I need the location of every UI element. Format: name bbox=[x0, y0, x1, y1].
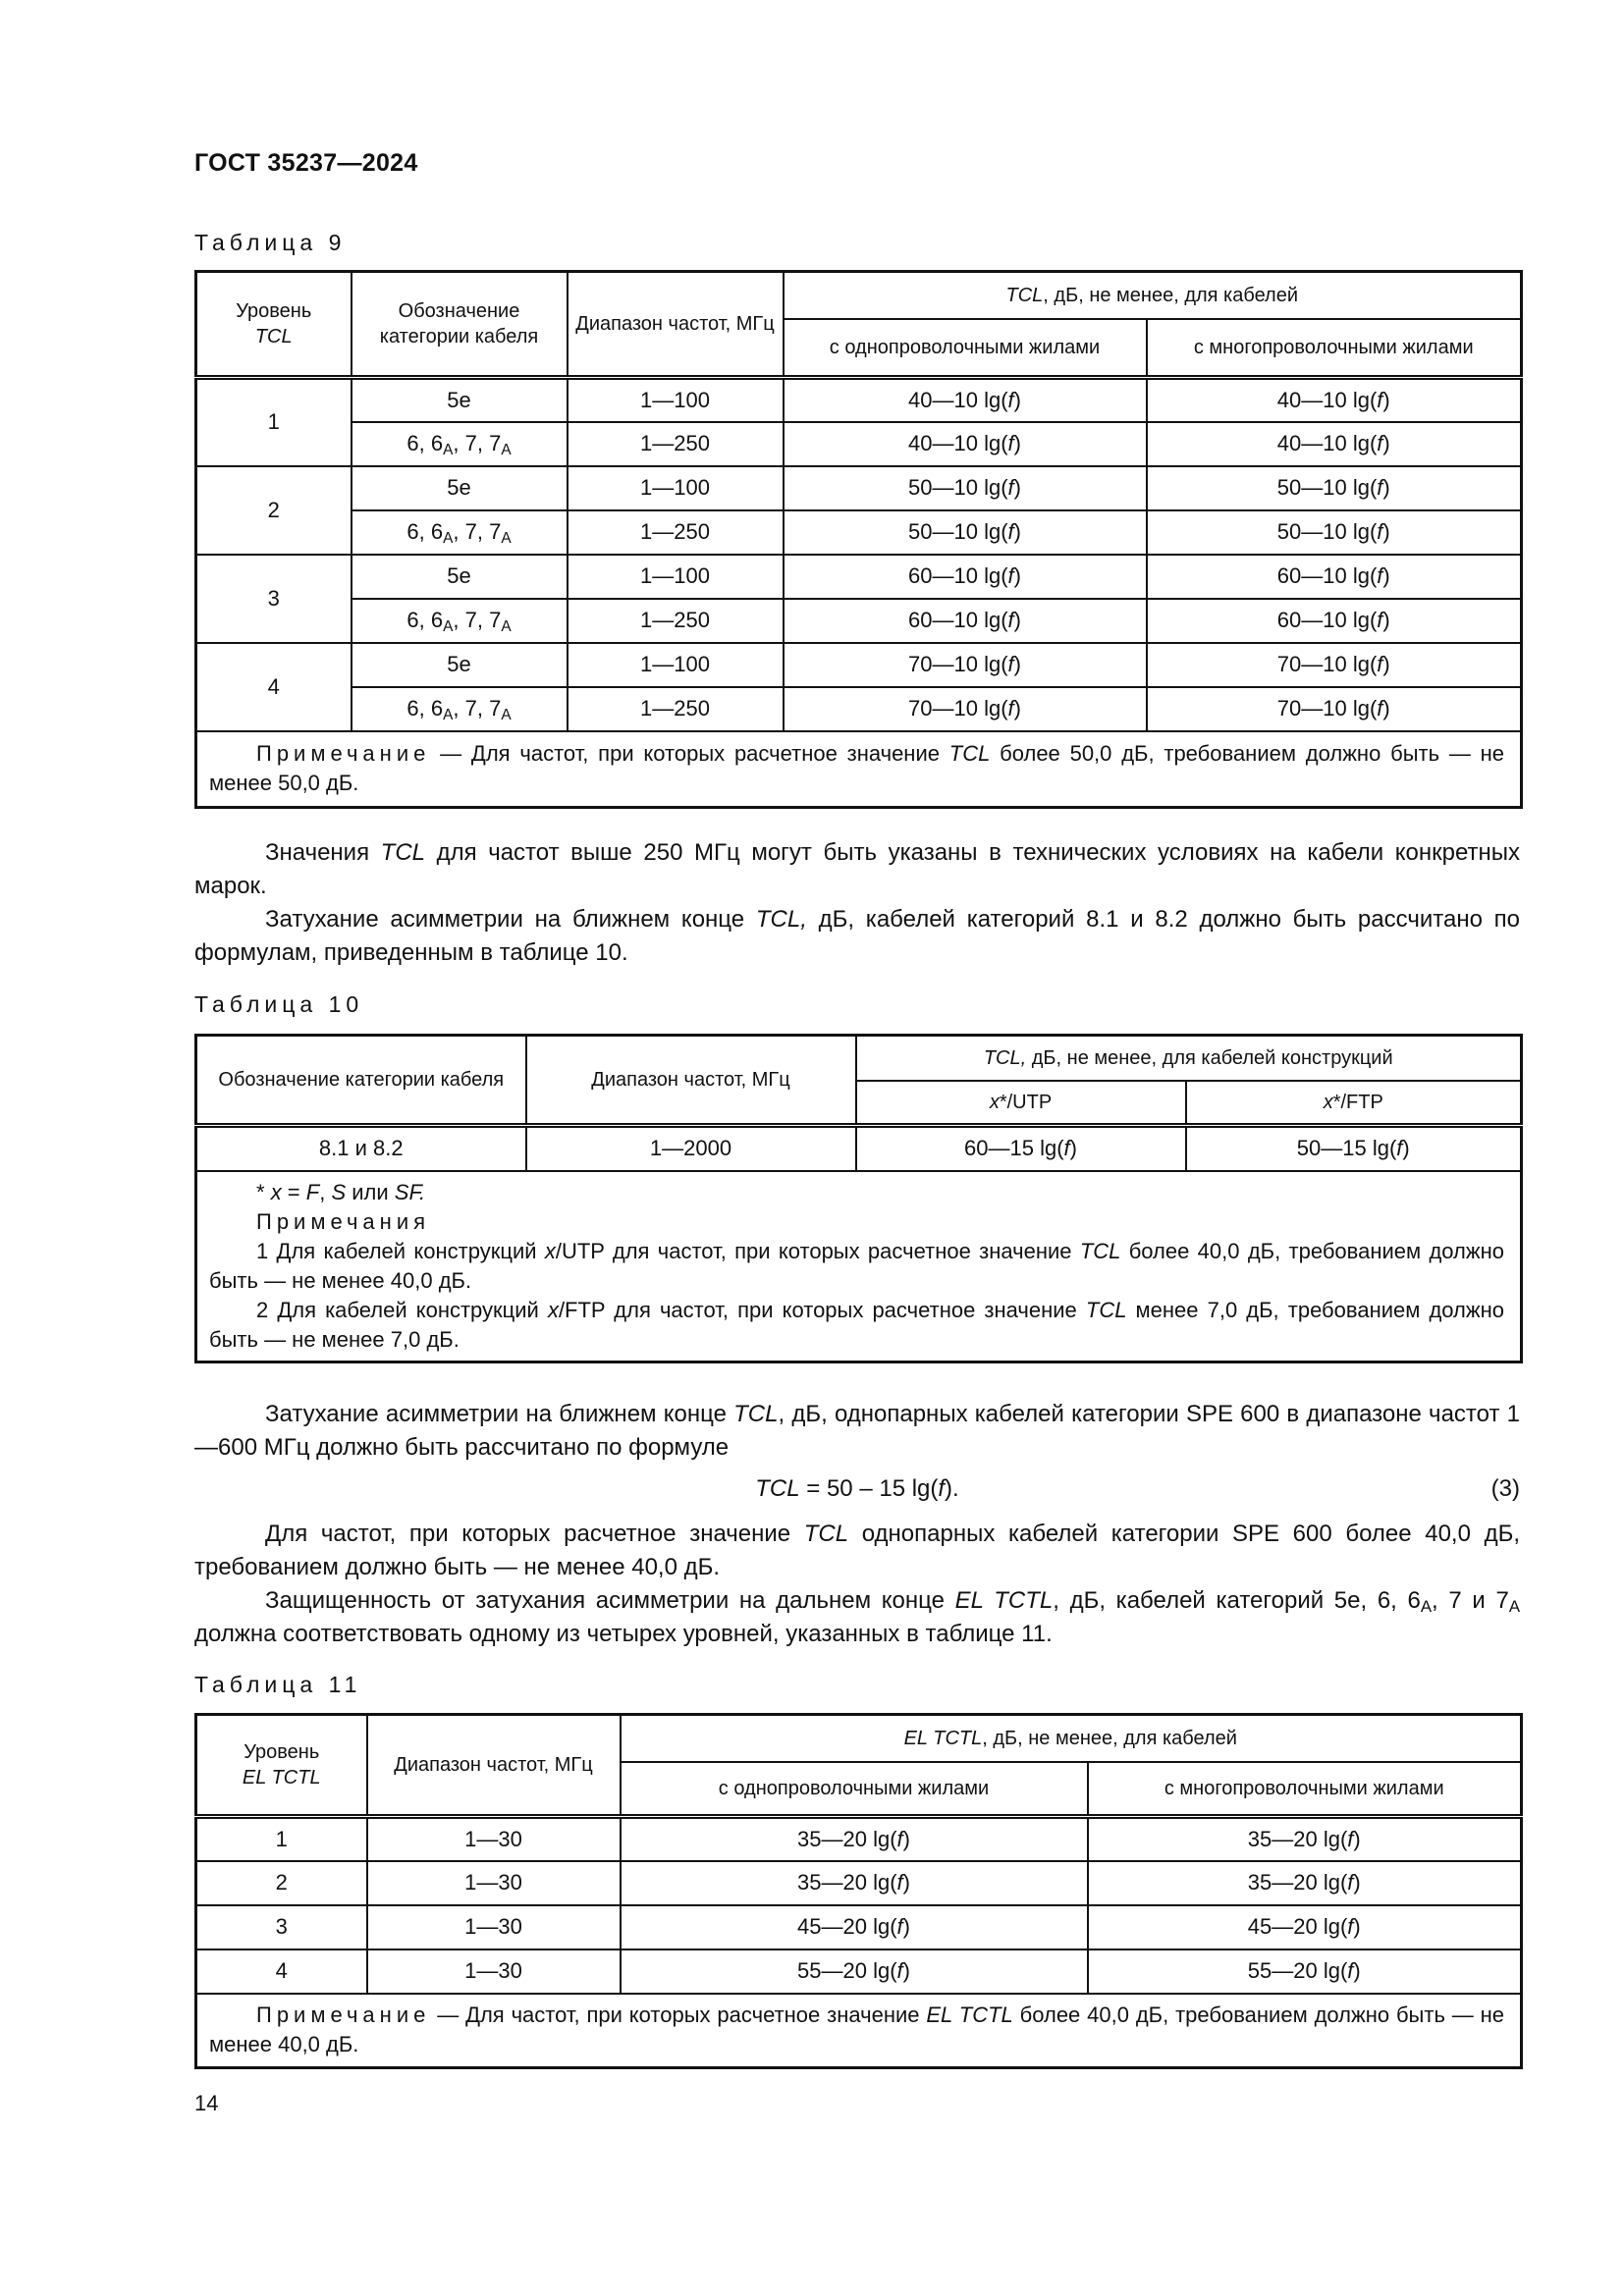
category-cell: 5e bbox=[352, 643, 568, 687]
paragraph: Затухание асимметрии на ближнем конце TCL, дБ, кабелей категорий 8.1 и 8.2 должно быть рассчитано по формулам, приведенным в таблице 10. bbox=[194, 906, 1521, 966]
solid-cell: 40—10 lg(f) bbox=[784, 422, 1147, 466]
range-cell: 1—2000 bbox=[526, 1126, 856, 1171]
level-cell: 4 bbox=[196, 1949, 367, 1994]
stranded-cell: 70—10 lg(f) bbox=[1147, 687, 1522, 731]
range-cell: 1—250 bbox=[568, 599, 784, 643]
stranded-cell: 35—20 lg(f) bbox=[1088, 1817, 1522, 1861]
table11-header-stranded: с многопроволочными жилами bbox=[1088, 1762, 1522, 1817]
table9-header-category: Обозначение категории кабеля bbox=[352, 272, 568, 378]
range-cell: 1—100 bbox=[568, 643, 784, 687]
formula: TCL = 50 – 15 lg(f). bbox=[755, 1475, 959, 1502]
table-row bbox=[196, 599, 1522, 643]
table9-note: Примечание — Для частот, при которых расчетное значение TCL более 50,0 дБ, требованием должно быть — не менее 50,0 дБ. bbox=[196, 731, 1522, 808]
notes-label: Примечания bbox=[256, 1208, 431, 1234]
range-cell: 1—100 bbox=[568, 378, 784, 422]
stranded-cell: 35—20 lg(f) bbox=[1088, 1861, 1522, 1905]
range-cell: 1—30 bbox=[367, 1861, 621, 1905]
table-row bbox=[196, 466, 1522, 510]
table9-header-range: Диапазон частот, МГц bbox=[568, 272, 784, 378]
category-cell: 6, $6_A$, 7, $7_A$ bbox=[352, 422, 568, 466]
table-row bbox=[196, 510, 1522, 555]
table9-header-group: TCL, дБ, не менее, для кабелей bbox=[784, 272, 1522, 319]
range-cell: 1—30 bbox=[367, 1949, 621, 1994]
solid-cell: 35—20 lg(f) bbox=[621, 1861, 1088, 1905]
note-1: 1 Для кабелей конструкций x/UTP для частот, при которых расчетное значение TCL более 40,0 дБ, требованием должно быть — не менее 40,0 дБ. bbox=[209, 1238, 1504, 1293]
category-cell: 6, $6_A$, 7, $7_A$ bbox=[352, 599, 568, 643]
table11-header-level: Уровень EL TCTL bbox=[196, 1715, 367, 1817]
stranded-cell: 40—10 lg(f) bbox=[1147, 378, 1522, 422]
ftp-cell: 50—15 lg(f) bbox=[1186, 1126, 1522, 1171]
range-cell: 1—30 bbox=[367, 1817, 621, 1861]
table11-header-range: Диапазон частот, МГц bbox=[367, 1715, 621, 1817]
solid-cell: 50—10 lg(f) bbox=[784, 510, 1147, 555]
document-header: ГОСТ 35237—2024 bbox=[194, 149, 418, 177]
paragraph: Значения TCL для частот выше 250 МГц могут быть указаны в технических условиях на кабели конкретных марок. bbox=[194, 839, 1520, 899]
table10-header-utp: x*/UTP bbox=[856, 1081, 1186, 1126]
table-row bbox=[196, 1905, 1522, 1949]
table-row bbox=[196, 687, 1522, 731]
table11 bbox=[194, 1713, 1523, 2069]
category-cell: 8.1 и 8.2 bbox=[196, 1126, 526, 1171]
formula-number: (3) bbox=[1490, 1475, 1520, 1502]
table-row bbox=[196, 643, 1522, 687]
table9-header-solid: с однопроволочными жилами bbox=[784, 319, 1147, 378]
stranded-cell: 45—20 lg(f) bbox=[1088, 1905, 1522, 1949]
solid-cell: 70—10 lg(f) bbox=[784, 687, 1147, 731]
level-cell: 3 bbox=[196, 555, 352, 643]
category-cell: 5e bbox=[352, 466, 568, 510]
table10 bbox=[194, 1034, 1523, 1363]
table10-header-range: Диапазон частот, МГц bbox=[526, 1036, 856, 1126]
table-row bbox=[196, 1817, 1522, 1861]
page-number: 14 bbox=[194, 2091, 219, 2115]
solid-cell: 40—10 lg(f) bbox=[784, 378, 1147, 422]
table10-header-category: Обозначение категории кабеля bbox=[196, 1036, 526, 1126]
table-row bbox=[196, 378, 1522, 422]
solid-cell: 70—10 lg(f) bbox=[784, 643, 1147, 687]
category-cell: 5e bbox=[352, 378, 568, 422]
table11-note: Примечание — Для частот, при которых расчетное значение EL TCTL более 40,0 дБ, требованием должно быть — не менее 40,0 дБ. bbox=[196, 1994, 1522, 2068]
table9-header-level: Уровень TCL bbox=[196, 272, 352, 378]
table-row bbox=[196, 1126, 1522, 1171]
level-cell: 2 bbox=[196, 1861, 367, 1905]
table11-header-group: EL TCTL, дБ, не менее, для кабелей bbox=[621, 1715, 1522, 1762]
solid-cell: 60—10 lg(f) bbox=[784, 555, 1147, 599]
stranded-cell: 60—10 lg(f) bbox=[1147, 599, 1522, 643]
solid-cell: 60—10 lg(f) bbox=[784, 599, 1147, 643]
level-cell: 2 bbox=[196, 466, 352, 555]
table-row bbox=[196, 555, 1522, 599]
solid-cell: 35—20 lg(f) bbox=[621, 1817, 1088, 1861]
level-cell: 1 bbox=[196, 378, 352, 466]
range-cell: 1—250 bbox=[568, 687, 784, 731]
stranded-cell: 60—10 lg(f) bbox=[1147, 555, 1522, 599]
paragraph: Для частот, при которых расчетное значение TCL однопарных кабелей категории SPE 600 более 40,0 дБ, требованием должно быть — не менее 40,0 дБ. bbox=[194, 1521, 1520, 1580]
paragraph: Защищенность от затухания асимметрии на дальнем конце EL TCTL, дБ, кабелей категорий 5е, 6, $6_A$, 7 и $7_A$ должна соответствовать одному из четырех уровней, указанных в таблице 11. bbox=[194, 1587, 1521, 1647]
solid-cell: 55—20 lg(f) bbox=[621, 1949, 1088, 1994]
stranded-cell: 40—10 lg(f) bbox=[1147, 422, 1522, 466]
category-cell: 6, $6_A$, 7, $7_A$ bbox=[352, 510, 568, 555]
level-cell: 4 bbox=[196, 643, 352, 731]
table-row bbox=[196, 422, 1522, 466]
category-cell: 5e bbox=[352, 555, 568, 599]
table11-caption: Таблица 11 bbox=[194, 1672, 362, 1697]
stranded-cell: 55—20 lg(f) bbox=[1088, 1949, 1522, 1994]
table-row bbox=[196, 1949, 1522, 1994]
solid-cell: 45—20 lg(f) bbox=[621, 1905, 1088, 1949]
paragraph: Затухание асимметрии на ближнем конце TCL, дБ, однопарных кабелей категории SPE 600 в диапазоне частот 1—600 МГц должно быть рассчитано по формуле bbox=[194, 1401, 1520, 1461]
range-cell: 1—100 bbox=[568, 555, 784, 599]
table10-header-ftp: x*/FTP bbox=[1186, 1081, 1522, 1126]
table9 bbox=[194, 270, 1523, 809]
table10-caption: Таблица 10 bbox=[194, 991, 364, 1017]
range-cell: 1—30 bbox=[367, 1905, 621, 1949]
utp-cell: 60—15 lg(f) bbox=[856, 1126, 1186, 1171]
range-cell: 1—100 bbox=[568, 466, 784, 510]
category-cell: 6, $6_A$, 7, $7_A$ bbox=[352, 687, 568, 731]
range-cell: 1—250 bbox=[568, 422, 784, 466]
table10-header-group: TCL, дБ, не менее, для кабелей конструкций bbox=[856, 1036, 1522, 1081]
range-cell: 1—250 bbox=[568, 510, 784, 555]
stranded-cell: 70—10 lg(f) bbox=[1147, 643, 1522, 687]
level-cell: 1 bbox=[196, 1817, 367, 1861]
solid-cell: 50—10 lg(f) bbox=[784, 466, 1147, 510]
table9-caption: Таблица 9 bbox=[194, 230, 347, 255]
footnote: * x = F, S или SF. bbox=[256, 1179, 426, 1204]
level-cell: 3 bbox=[196, 1905, 367, 1949]
stranded-cell: 50—10 lg(f) bbox=[1147, 466, 1522, 510]
table10-notes bbox=[196, 1171, 1522, 1362]
table9-header-stranded: с многопроволочными жилами bbox=[1147, 319, 1522, 378]
table11-header-solid: с однопроволочными жилами bbox=[621, 1762, 1088, 1817]
table-row bbox=[196, 1861, 1522, 1905]
stranded-cell: 50—10 lg(f) bbox=[1147, 510, 1522, 555]
note-2: 2 Для кабелей конструкций x/FTP для частот, при которых расчетное значение TCL менее 7,0 дБ, требованием должно быть — не менее 7,0 дБ. bbox=[209, 1297, 1504, 1352]
